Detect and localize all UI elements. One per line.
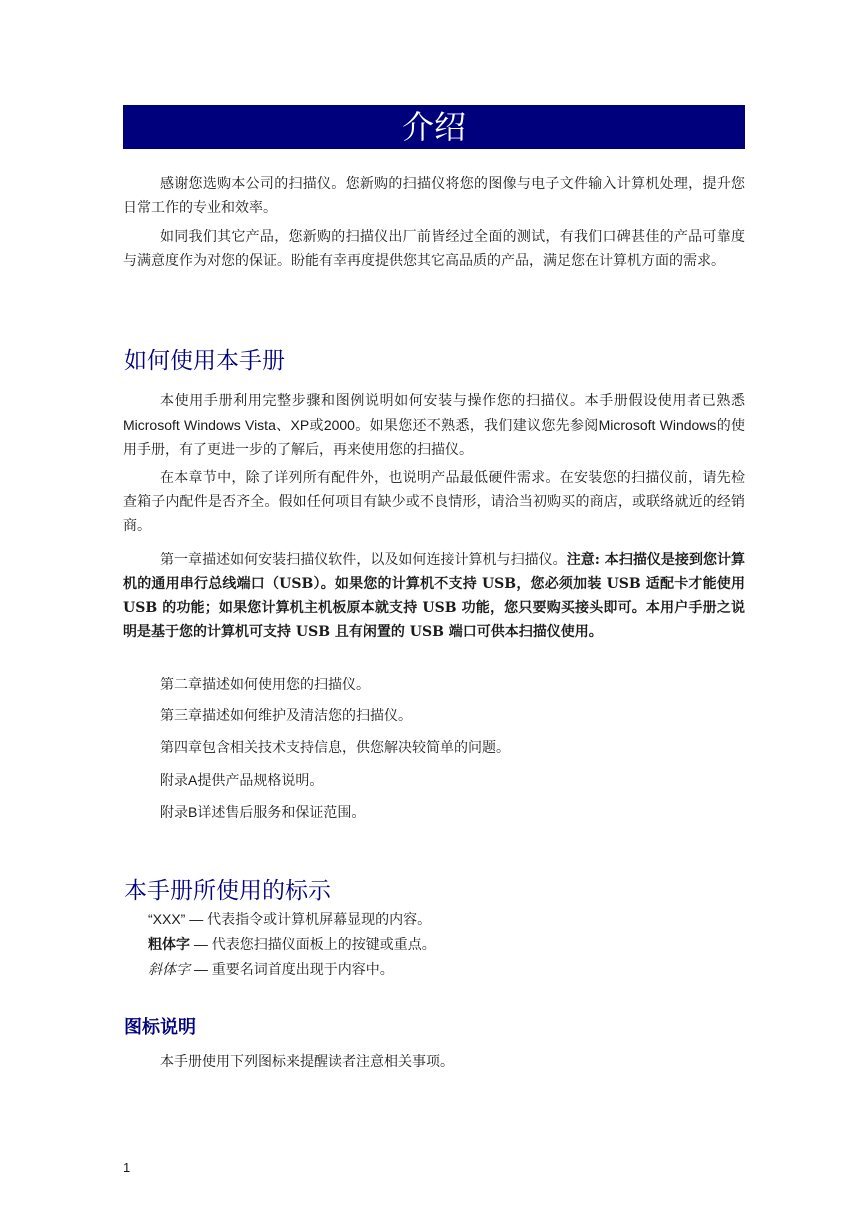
convention-bold: 粗体字 — 代表您扫描仪面板上的按键或重点。 (148, 936, 436, 953)
how-to-use-paragraph-3: 第一章描述如何安装扫描仪软件，以及如何连接计算机与扫描仪。注意: 本扫描仪是接到您计算机的通用串行总线端口（USB）。如果您的计算机不支持 USB，您必须加装 USB 适配卡才能使用 USB 的功能；如果您计算机主机板原本就支持 USB 功能，您只要购买接头即可。本用户手册之说明是基于您的计算机可支持 USB 且有闲置的 USB 端口可供本扫描仪使用。 (123, 552, 746, 640)
icons-intro-paragraph: 本手册使用下列图标来提醒读者注意相关事项。 (160, 1054, 454, 1070)
chapter-title: 介绍 (401, 108, 466, 146)
how-to-use-paragraph-2: 在本章节中，除了详列所有配件外，也说明产品最低硬件需求。在安装您的扫描仪前，请先检查箱子内配件是否齐全。假如任何项目有缺少或不良情形，请洽当初购买的商店，或联络就近的经销商。 (123, 470, 745, 534)
section-heading-conventions: 本手册所使用的标示 (124, 878, 331, 904)
usb-note: 注意: 本扫描仪是接到您计算机的通用串行总线端口（USB）。如果您的计算机不支持 USB，您必须加装 USB 适配卡才能使用 USB 的功能；如果您计算机主机板原本就支持 USB 功能，您只要购买接头即可。本用户手册之说明是基于您的计算机可支持 USB 且有闲置的 USB 端口可供本扫描仪使用。 (123, 552, 746, 640)
chapter-2-summary: 第二章描述如何使用您的扫描仪。 (160, 677, 370, 693)
intro-paragraph-1: 感谢您选购本公司的扫描仪。您新购的扫描仪将您的图像与电子文件输入计算机处理，提升您日常工作的专业和效率。 (123, 176, 745, 216)
convention-quoted: “XXX” — 代表指令或计算机屏幕显现的内容。 (148, 911, 432, 928)
section-heading-icons: 图标说明 (124, 1017, 196, 1038)
chapter-4-summary: 第四章包含相关技术支持信息，供您解决较简单的问题。 (160, 740, 510, 756)
appendix-a-summary: 附录A提供产品规格说明。 (160, 772, 324, 789)
chapter-title-banner (123, 105, 745, 149)
section-heading-how-to-use: 如何使用本手册 (124, 348, 285, 374)
intro-paragraph-2: 如同我们其它产品，您新购的扫描仪出厂前皆经过全面的测试，有我们口碑甚佳的产品可靠度与满意度作为对您的保证。盼能有幸再度提供您其它高品质的产品，满足您在计算机方面的需求。 (123, 229, 745, 269)
how-to-use-paragraph-1: 本使用手册利用完整步骤和图例说明如何安装与操作您的扫描仪。本手册假设使用者已熟悉Microsoft Windows Vista、XP或2000。如果您还不熟悉，我们建议您先参阅Microsoft Windows的使用手册，有了更进一步的了解后，再来使用您的扫描仪。 (123, 393, 746, 458)
appendix-b-summary: 附录B详述售后服务和保证范围。 (160, 804, 366, 821)
convention-italic: 斜体字 — 重要名词首度出现于内容中。 (148, 961, 394, 978)
chapter-3-summary: 第三章描述如何维护及清洁您的扫描仪。 (160, 708, 412, 724)
page-number: 1 (123, 1160, 131, 1175)
